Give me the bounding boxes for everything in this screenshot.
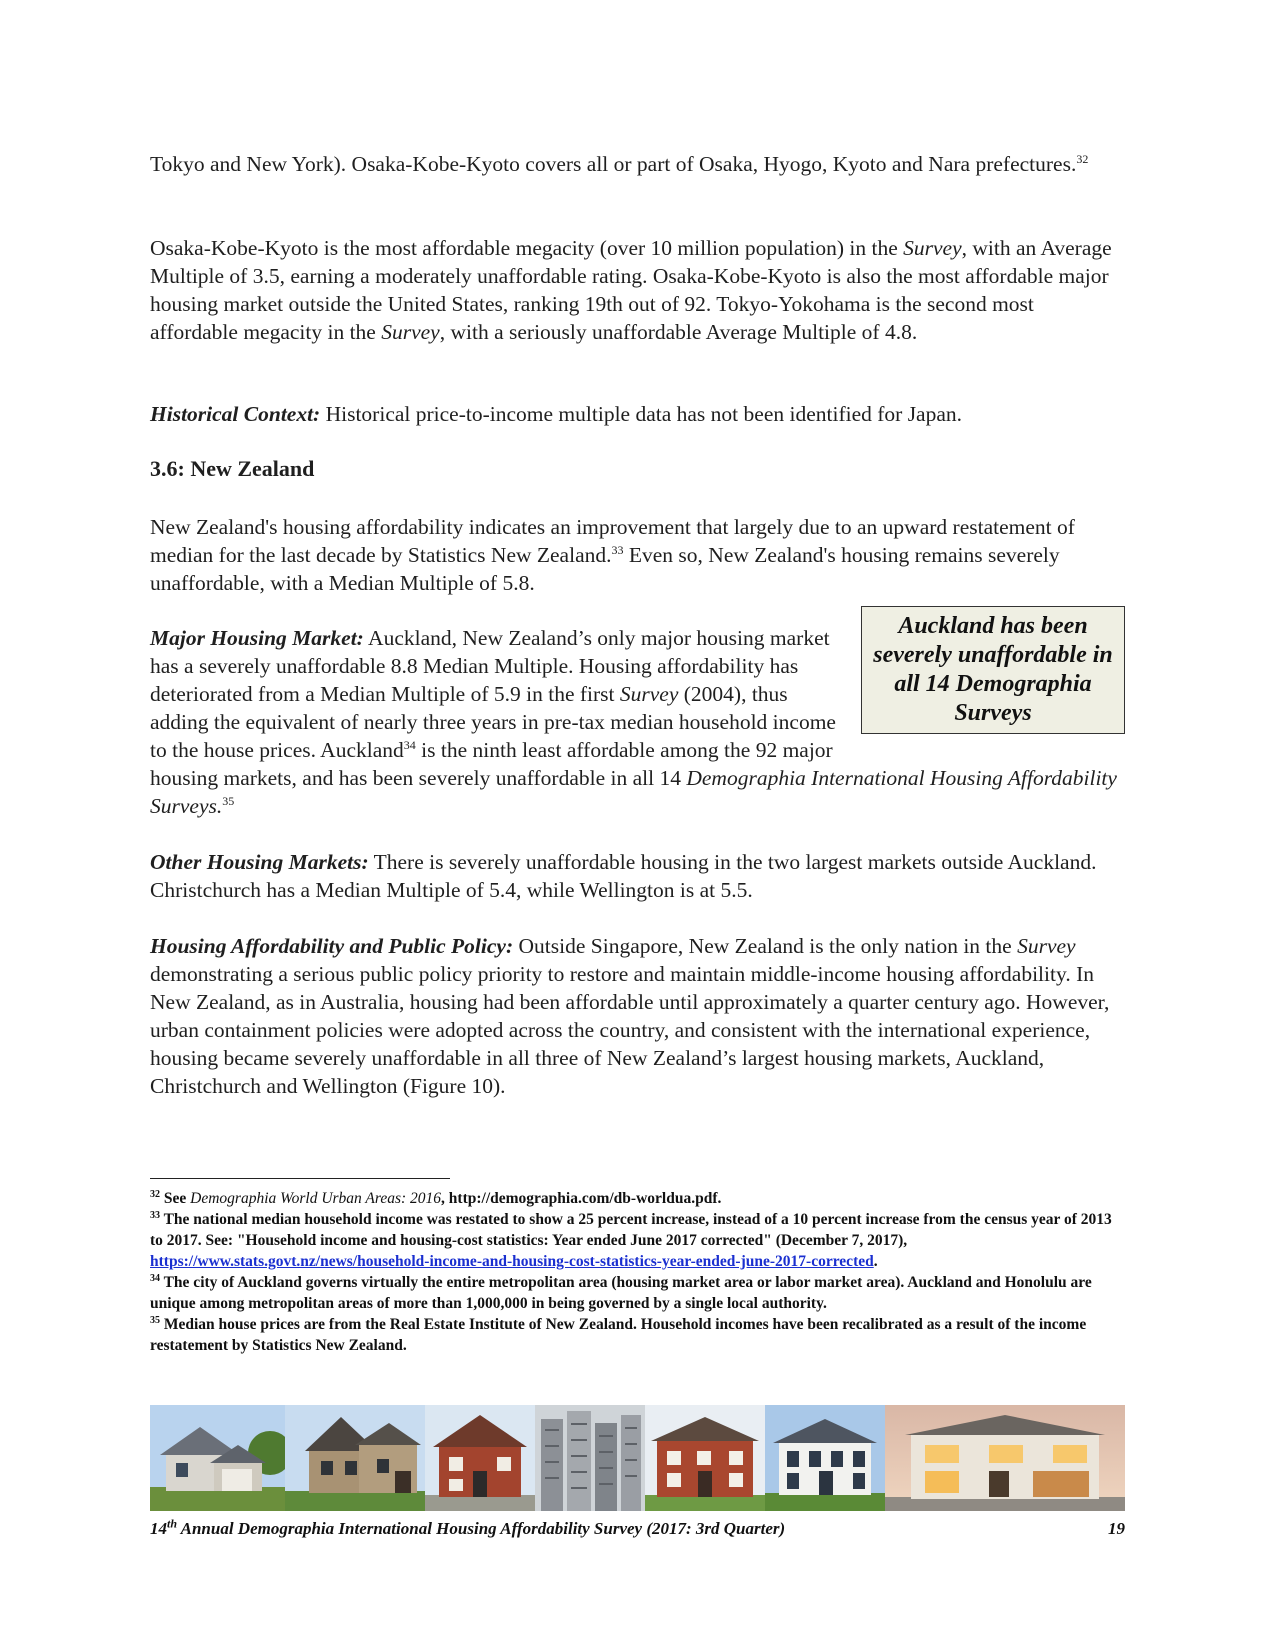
paragraph-other-housing-markets: Other Housing Markets: There is severely unaffordable housing in the two largest markets outside Auckland. Christchurch has a Median Multiple of 5.4, while Wellington is at 5.5. <box>150 850 1097 902</box>
footnote-divider <box>150 1178 450 1179</box>
footnote-ref-34[interactable]: 34 <box>403 737 416 752</box>
paragraph-osaka-kobe-kyoto: Osaka-Kobe-Kyoto is the most affordable megacity (over 10 million population) in the Survey, with an Average Multiple of 3.5, earning a moderately unaffordable rating. Osaka-Kobe-Kyoto is also the most affordable major housing market outside the United States, ranking 19th out of 92. Tokyo-Yokohama is the second most affordable megacity in the Survey, with a seriously unaffordable Average Multiple of 4.8. <box>150 236 1112 344</box>
footnote-ref-35[interactable]: 35 <box>222 793 235 808</box>
footnote-33: $^{33}$ The national median household income was restated to show a 25 percent increase, instead of a 10 percent increase from the census year of 2013 to 2017. See: "Household income and housing-cost statistics: Year ended June 2017 corrected" (December 7, 2017), https://www.stats.govt.nz/news/household-income-and-housing-cost-statistics-year-ended-june-2017-corrected. <box>150 1209 1112 1270</box>
house-photo-icon <box>765 1405 885 1511</box>
footnote-ref-32[interactable]: 32 <box>1076 151 1089 166</box>
survey-title: Demographia International Housing Affordability Surveys. <box>150 766 1117 818</box>
house-photo-icon <box>885 1405 1125 1511</box>
footnote-35: $^{35}$ Median house prices are from the Real Estate Institute of New Zealand. Household incomes have been recalibrated as a result of the income restatement by Statistics New Zealand. <box>150 1314 1087 1354</box>
callout-box: Auckland has been severely unaffordable in all 14 Demographia Surveys <box>861 606 1125 734</box>
lead-historical-context: Historical Context: <box>150 402 321 426</box>
house-photo-3 <box>425 1405 535 1511</box>
lead-other-housing-markets: Other Housing Markets: <box>150 850 369 874</box>
footnote-32: $^{32}$ See Demographia World Urban Areas: 2016, http://demographia.com/db-worldua.pdf. <box>150 1188 722 1207</box>
footnotes <box>150 1188 1125 1356</box>
page-number: 19 <box>1108 1519 1125 1538</box>
house-photo-icon <box>285 1405 425 1511</box>
house-photo-strip <box>150 1405 1125 1511</box>
house-photo-5 <box>645 1405 765 1511</box>
lead-public-policy: Housing Affordability and Public Policy: <box>150 934 514 958</box>
footer-title: 14th Annual Demographia International Housing Affordability Survey (2017: 3rd Quarter) <box>150 1516 786 1538</box>
paragraph-major-housing-market: Auckland has been severely unaffordable in all 14 Demographia Surveys Major Housing Market: Auckland, New Zealand’s only major housing market has a severely unaffordable 8.8 Median Multiple. Housing affordability has deteriorated from a Median Multiple of 5.9 in the first Survey (2004), thus adding the equivalent of nearly three years in pre-tax median household income to the house prices. Auckland$^{34}$ is the ninth least affordable among the 92 major housing markets, and has been severely unaffordable in all 14 Demographia International Housing Affordability Surveys.$^{35}$ <box>150 624 1125 820</box>
paragraph-continued: Tokyo and New York). Osaka-Kobe-Kyoto covers all or part of Osaka, Hyogo, Kyoto and Nara prefectures.$^{32}$ <box>150 151 1089 176</box>
page <box>150 0 1125 1650</box>
paragraph-new-zealand: New Zealand's housing affordability indicates an improvement that largely due to an upward restatement of median for the last decade by Statistics New Zealand.$^{33}$ Even so, New Zealand's housing remains severely unaffordable, with a Median Multiple of 5.8. <box>150 515 1075 595</box>
paragraph-public-policy: Housing Affordability and Public Policy: Outside Singapore, New Zealand is the only nation in the Survey demonstrating a serious public policy priority to restore and maintain middle-income housing affordability. In New Zealand, as in Australia, housing had been affordable until approximately a quarter century ago. However, urban containment policies were adopted across the country, and consistent with the international experience, housing became severely unaffordable in all three of New Zealand’s largest housing markets, Auckland, Christchurch and Wellington (Figure 10). <box>150 934 1110 1098</box>
house-photo-icon <box>150 1405 285 1511</box>
highrise-photo-icon <box>535 1405 645 1511</box>
house-photo-icon <box>645 1405 765 1511</box>
footnote-34: $^{34}$ The city of Auckland governs virtually the entire metropolitan area (housing market area or labor market area). Auckland and Honolulu are unique among metropolitan areas of more than 1,000,000 in being governed by a single local authority. <box>150 1272 1092 1312</box>
house-photo-4 <box>535 1405 645 1511</box>
house-photo-2 <box>285 1405 425 1511</box>
stats-nz-link[interactable]: https://www.stats.govt.nz/news/household-income-and-housing-cost-statistics-year-ended-june-2017-corrected <box>150 1253 874 1270</box>
house-photo-1 <box>150 1405 285 1511</box>
lead-major-housing-market: Major Housing Market: <box>150 626 364 650</box>
house-photo-6 <box>765 1405 885 1511</box>
page-footer <box>150 1516 1125 1539</box>
paragraph-historical-context: Historical Context: Historical price-to-income multiple data has not been identified for Japan. <box>150 402 963 426</box>
house-photo-7 <box>885 1405 1125 1511</box>
section-heading-new-zealand: 3.6: New Zealand <box>150 456 315 481</box>
footnote-ref-33[interactable]: 33 <box>611 542 624 557</box>
house-photo-icon <box>425 1405 535 1511</box>
